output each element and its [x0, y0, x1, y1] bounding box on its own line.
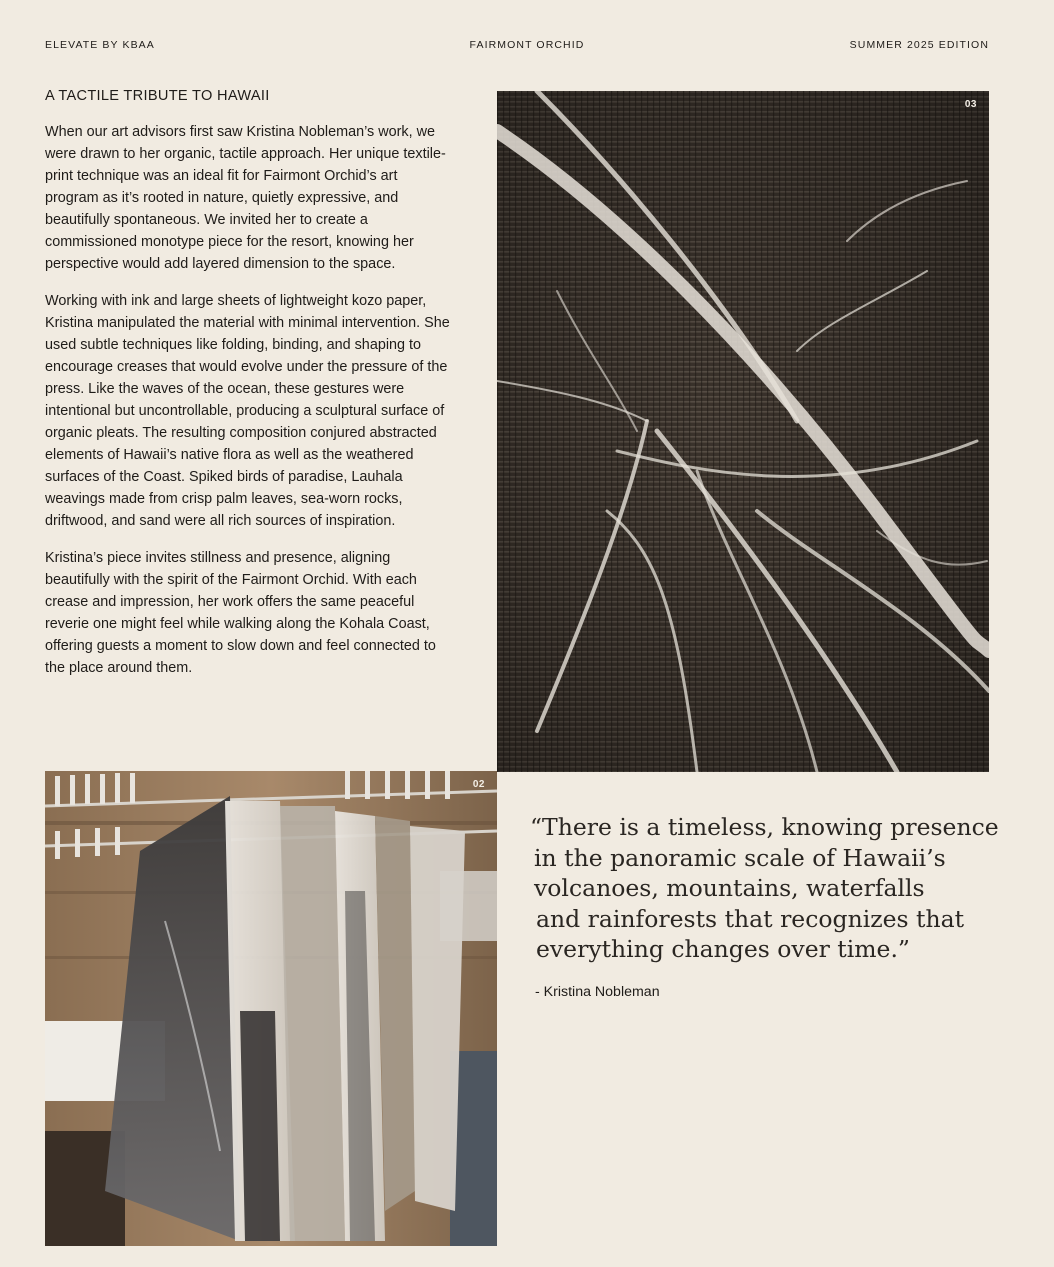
- quote-line: “There is a timeless, knowing presence: [530, 813, 999, 841]
- quote-line: volcanoes, mountains, waterfalls: [534, 874, 925, 902]
- monotype-print-image: [497, 91, 989, 772]
- edition-label: SUMMER 2025 EDITION: [849, 39, 989, 51]
- article-title: A TACTILE TRIBUTE TO HAWAII: [45, 88, 270, 104]
- article-paragraph-1: When our art advisors first saw Kristina Nobleman’s work, we were drawn to her organic, tactile approach. Her unique textile-print technique was an ideal fit for Fairmont Orchid’s art program as it’s rooted in nature, quietly expressive, and beautifully spontaneous. We invited her to create a commissioned monotype piece for the resort, knowing her perspective would add layered dimension to the space.: [45, 124, 446, 272]
- studio-prints-photo: [45, 771, 497, 1246]
- quote-line: in the panoramic scale of Hawaii’s: [534, 843, 946, 872]
- image-number-badge: 02: [472, 779, 485, 790]
- image-number-badge: 03: [964, 99, 977, 110]
- article-paragraph-2: Working with ink and large sheets of lightweight kozo paper, Kristina manipulated the material with minimal intervention. She used subtle techniques like folding, binding, and shaping to encourage creases that would evolve under the pressure of the press. Like the waves of the ocean, these gestures were intentional but uncontrollable, producing a sculptural surface of organic pleats. The resulting composition conjured abstracted elements of Hawaii’s native flora as well as the weathered surfaces of the Coast. Spiked birds of paradise, Lauhala weavings made from crisp palm leaves, sea-worn rocks, driftwood, and sand were all rich sources of inspiration.: [45, 293, 450, 529]
- publication-title: FAIRMONT ORCHID: [469, 39, 585, 51]
- article-paragraph-3: Kristina’s piece invites stillness and presence, aligning beautifully with the spirit of the Fairmont Orchid. With each crease and impression, her work offers the same peaceful reverie one might feel while walking along the Kohala Coast, offering guests a moment to slow down and feel connected to the place around them.: [45, 550, 436, 676]
- quote-line: and rainforests that recognizes that: [536, 904, 965, 933]
- pull-quote: [530, 812, 1000, 965]
- magazine-name: ELEVATE BY KBAA: [45, 39, 155, 51]
- article: [45, 88, 455, 694]
- quote-attribution: - Kristina Nobleman: [535, 984, 660, 1000]
- quote-line: everything changes over time.”: [536, 935, 910, 963]
